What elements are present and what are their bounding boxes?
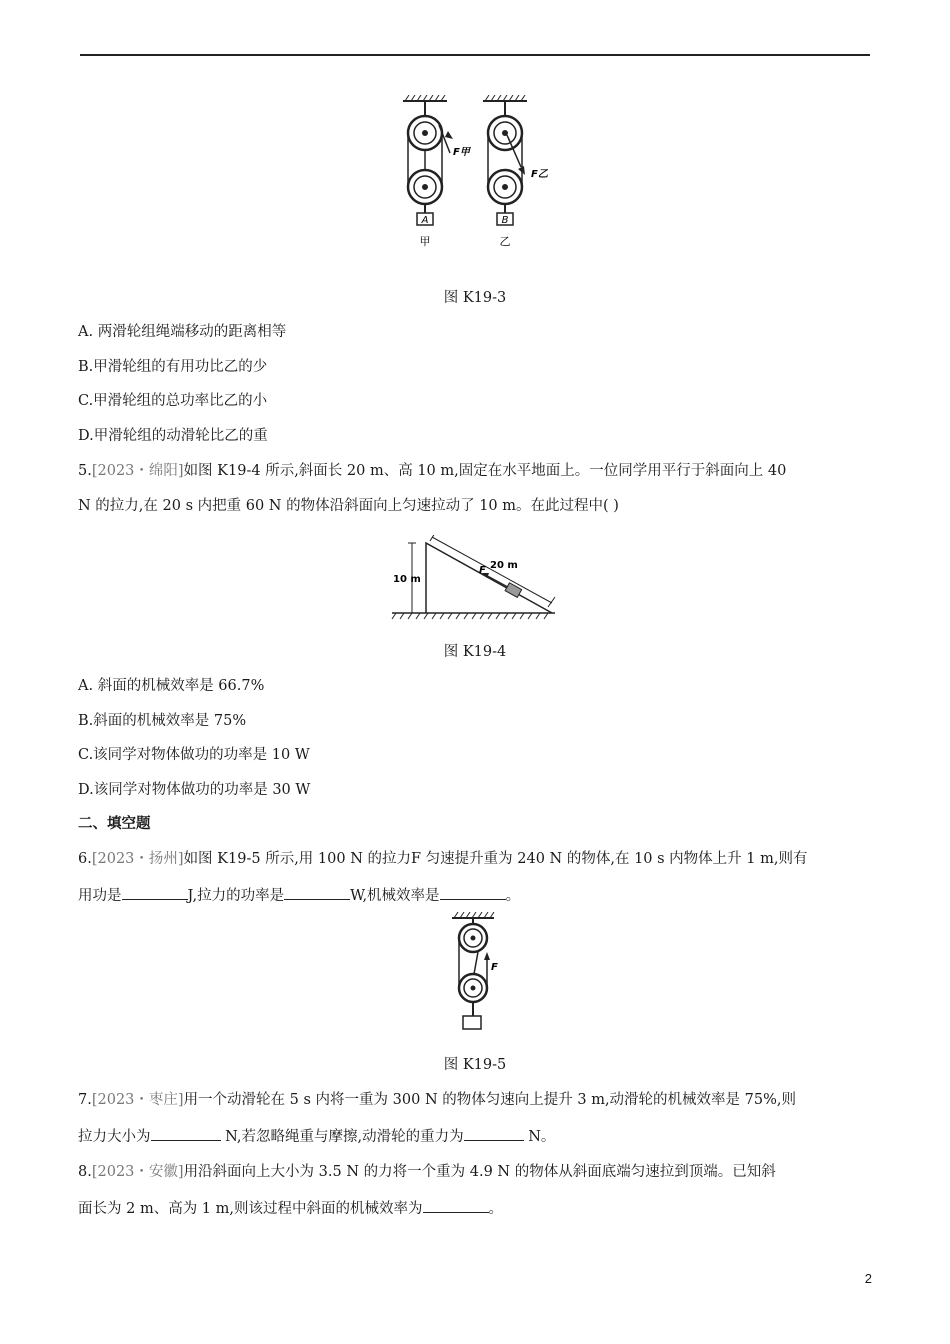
figure-k19-3-caption: 图 K19-3 [443, 290, 507, 306]
q8-blank-1[interactable] [423, 1198, 489, 1213]
q7-source: [2023・枣庄] [91, 1092, 184, 1108]
length-label: 20 m [490, 560, 518, 571]
q7-blank-1[interactable] [151, 1126, 221, 1141]
q7-line2 [78, 1126, 555, 1147]
q6-blank-1[interactable] [122, 885, 188, 900]
q8-line2 [78, 1198, 503, 1219]
q6-number: 6. [78, 851, 92, 867]
q4-option-a: A. 两滑轮组绳端移动的距离相等 [78, 324, 287, 340]
q7-blank-2[interactable] [464, 1126, 524, 1141]
q5-line1 [78, 461, 786, 481]
q7-text-c: N。 [523, 1129, 556, 1145]
q6-text-b: J,拉力的功率是 [187, 888, 285, 904]
q8-text-a: 面长为 2 m、高为 1 m,则该过程中斜面的机械效率为 [78, 1201, 423, 1217]
force-label-k19-4: F [479, 565, 486, 576]
q5-option-c: C.该同学对物体做功的功率是 10 W [78, 747, 310, 763]
block-a-label: A [421, 215, 429, 226]
q8-text-b: 。 [488, 1201, 503, 1217]
force-yi-label: F乙 [531, 169, 548, 180]
page-number: 2 [864, 1271, 872, 1286]
q4-option-b: B.甲滑轮组的有用功比乙的少 [78, 359, 268, 375]
q5-option-d: D.该同学对物体做功的功率是 30 W [78, 782, 311, 798]
q8-number: 8. [78, 1164, 92, 1180]
figure-k19-5 [448, 912, 508, 1034]
figure-k19-3 [395, 95, 555, 255]
q7-line1 [78, 1090, 796, 1110]
q6-source: [2023・扬州] [91, 851, 184, 867]
figure-k19-5-caption: 图 K19-5 [443, 1057, 507, 1073]
q5-source: [2023・绵阳] [91, 463, 184, 479]
q5-option-a: A. 斜面的机械效率是 66.7% [78, 678, 265, 694]
q4-option-d: D.甲滑轮组的动滑轮比乙的重 [78, 428, 268, 444]
q6-blank-2[interactable] [284, 885, 350, 900]
force-label-k19-5: F [491, 962, 498, 973]
q5-option-b: B.斜面的机械效率是 75% [78, 713, 247, 729]
q8-source: [2023・安徽] [91, 1164, 184, 1180]
q7-text-a: 拉力大小为 [78, 1129, 151, 1145]
q6-text-d: 。 [505, 888, 521, 904]
q6-line2 [78, 885, 520, 906]
figure-k19-4-caption: 图 K19-4 [443, 644, 507, 660]
q7-number: 7. [78, 1092, 92, 1108]
section-title-fill-in: 二、填空题 [78, 815, 151, 832]
q8-text1: 用沿斜面向上大小为 3.5 N 的力将一个重为 4.9 N 的物体从斜面底端匀速拉到顶端。已知斜 [183, 1164, 776, 1180]
figure-k19-4 [390, 535, 560, 620]
q8-line1 [78, 1162, 776, 1182]
q6-text1: 如图 K19-5 所示,用 100 N 的拉力F 匀速提升重为 240 N 的物体,在 10 s 内物体上升 1 m,则有 [183, 851, 808, 867]
q6-blank-3[interactable] [440, 885, 506, 900]
height-label: 10 m [393, 574, 421, 585]
block-b-label: B [501, 215, 509, 226]
q6-line1 [78, 849, 807, 869]
q5-number: 5. [78, 463, 92, 479]
q5-text1: 如图 K19-4 所示,斜面长 20 m、高 10 m,固定在水平地面上。一位同学用平行于斜面向上 40 [183, 463, 787, 479]
q7-text1: 用一个动滑轮在 5 s 内将一重为 300 N 的物体匀速向上提升 3 m,动滑轮的机械效率是 75%,则 [183, 1092, 796, 1108]
label-yi: 乙 [499, 235, 511, 248]
q6-text-c: W,机械效率是 [350, 888, 440, 904]
force-jia-label: F甲 [453, 147, 470, 158]
label-jia: 甲 [419, 235, 431, 248]
q5-line2: N 的拉力,在 20 s 内把重 60 N 的物体沿斜面向上匀速拉动了 10 m。在此过程中( ) [78, 498, 619, 514]
q4-option-c: C.甲滑轮组的总功率比乙的小 [78, 393, 268, 409]
q7-text-b: N,若忽略绳重与摩擦,动滑轮的重力为 [220, 1129, 464, 1145]
q6-text-a: 用功是 [78, 888, 122, 904]
header-rule [80, 54, 870, 56]
